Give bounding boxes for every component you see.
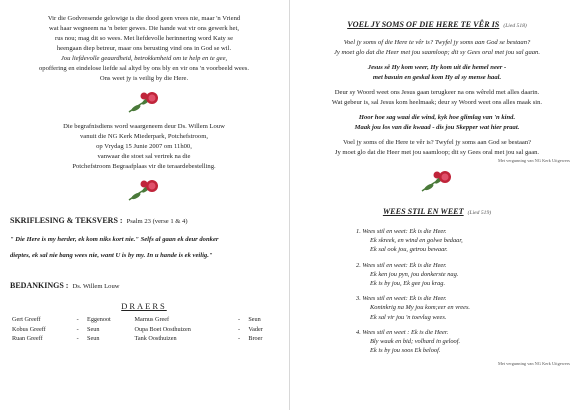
intro-line: wat haar wegneem na 'n beter gewes. Die hande wat vir ons gewerk het, [49, 25, 239, 32]
stanza-line: Ek sal vir jou 'n toevlug wees. [370, 313, 447, 321]
hymn-chorus-line: met basuin en geskal kom Hy al sy mense haal. [372, 74, 502, 81]
table-row [10, 334, 278, 344]
intro-line: heengaan diep betreur, maar ons berusting vind ons in God se wil. [56, 45, 232, 52]
bedankings-value: Ds. Willem Louw [72, 283, 120, 291]
skriflesing-ref: Psalm 23 (verse 1 & 4) [126, 218, 188, 225]
stanza-line: Ek ken jou pyn, jou donkerste nag. [370, 270, 459, 278]
funeral-line: vanwaar die stoet sal vertrek na die [97, 153, 191, 160]
hymn-line: Deur sy Woord weet ons Jesus gaan terugkeer na ons wêreld met alles daarin. [334, 89, 540, 96]
stanza-line: 1. Wees stil en weet: Ek is die Heer. [356, 228, 447, 235]
funeral-line: op Vrydag 15 Junie 2007 om 11h00, [96, 143, 192, 150]
draer-name: Marnus Greef [134, 316, 170, 324]
separator: - [237, 316, 241, 324]
draers-table [10, 315, 278, 344]
stanza [356, 227, 570, 255]
hymn-518 [304, 14, 570, 163]
right-page [290, 0, 580, 410]
separator: - [76, 325, 79, 333]
hymn-title: VOEL JY SOMS OF DIE HERE TE VÊR IS [347, 20, 500, 29]
draer-relation: Seun [248, 316, 261, 324]
separator: - [237, 335, 241, 343]
stanza-line: Bly waak en bid; volhard in geloof. [370, 338, 461, 346]
bedankings-section [10, 275, 278, 293]
hymn-chorus-line: Hoor hoe sag waai die wind, kyk hoe glimlag van 'n kind. [358, 114, 516, 121]
intro-line: rus nou; mag dit so wees. Met liefdevolle herinnering word Katy se [55, 35, 233, 42]
skriflesing-label: SKRIFLESING & TEKSVERS : [10, 216, 123, 225]
stanza-line: 2. Wees stil en weet: Ek is die Heer. [356, 261, 447, 269]
funeral-line: vanuit die NG Kerk Miederpark, Potchefstroom, [80, 133, 208, 140]
table-row [10, 315, 278, 325]
rose-icon [124, 90, 164, 116]
funeral-line: Die begrafnisdiens word waargeneem deur Ds. Willem Louw [63, 123, 225, 130]
hymn-ref: (Lied 518) [503, 23, 527, 29]
funeral-details [10, 122, 278, 172]
draer-relation: Seun [87, 335, 100, 343]
hymn-line: Jy moet glo dat die Heer met jou saamloop; dit sy Gees oral met jou sal gaan. [333, 49, 541, 56]
stanza [356, 328, 570, 356]
hymn-chorus-line: Jesus sê Hy kom weer, Hy kom uit die hemel neer - [367, 64, 507, 71]
hymn-line: Jy moet glo dat die Heer met jou saamloop; dit sy Gees oral met jou sal gaan. [334, 149, 540, 156]
draer-name: Kobus Greeff [12, 325, 46, 333]
funeral-line: Potchefstroom Begraafplaas vir die teraardebestelling. [72, 163, 216, 170]
intro-line: opoffering en eindelose liefde sal altyd by ons bly en vir ons 'n voorbeeld wees. [39, 65, 249, 72]
stanza-line: 4. Wees stil en weet : Ek is die Heer. [356, 328, 449, 336]
intro-text [10, 14, 278, 84]
stanza-line: Koninkrig na My jou kom;eer en vrees. [370, 304, 471, 312]
table-row [10, 325, 278, 335]
draer-relation: Vader [248, 325, 263, 333]
hymn-519 [304, 201, 570, 366]
draer-name: Ruan Greeff [12, 335, 43, 343]
copyright-credit: Met vergunning van NG Kerk Uitgewers [498, 361, 570, 367]
draer-name: Gert Greeff [12, 316, 41, 324]
teksvers-line: " Die Here is my herder, ek kom niks kort nie." Selfs al gaan ek deur donker [10, 235, 219, 243]
hymn-line: Wat gebeur is, sal Jesus kom heelmaak; deur sy Woord weet ons alles maak sin. [331, 99, 543, 106]
rose-icon [417, 169, 457, 195]
skriflesing-section [10, 210, 278, 261]
stanza [356, 261, 570, 289]
hymn-ref: (Lied 519) [467, 210, 492, 216]
hymn-chorus-line: Maak jou los van die kwaad - dis jou Skepper wat hier praat. [354, 124, 520, 131]
intro-line: Vir die Godvresende gelowige is die dood geen vrees nie, maar 'n Vriend [47, 15, 241, 22]
stanza [356, 294, 570, 322]
separator: - [76, 335, 79, 343]
teksvers-line: dieptes, ek sal nie bang wees nie, want U is by my. In u hande is ek veilig." [10, 252, 213, 260]
draer-relation: Seun [87, 325, 100, 333]
draer-relation: Eggenoot [87, 316, 111, 324]
rose-icon [124, 178, 164, 204]
hymn-line: Voel jy soms of die Here te vêr is? Twyfel jy soms aan God se bestaan? [342, 139, 532, 146]
stanza-line: 3. Wees stil en weet: Ek is die Heer. [356, 295, 447, 303]
stanza-line: Ek is by jou soos Ek beloof. [370, 347, 441, 355]
hymn-line: Voel jy soms of die Here te vêr is? Twyfel jy soms aan God se bestaan? [343, 39, 531, 46]
stanza-line: Ek is by jou, Ek gee jou krag. [370, 280, 446, 288]
stanza-line: Ek sal ook jou, getrou bewaar. [370, 246, 448, 254]
separator: - [76, 316, 79, 324]
intro-line: Jou liefdevolle geaardheid, betrokkenheid om te help en te gee, [60, 55, 228, 62]
stanza-line: Ek skreek, en wind en golwe bedaar, [370, 237, 463, 245]
intro-line: Ons weet jy is veilig by die Here. [99, 75, 189, 82]
copyright-credit: Met vergunning van NG Kerk Uitgewers [498, 158, 570, 163]
hymn-title: WEES STIL EN WEET [382, 207, 464, 216]
separator: - [237, 325, 241, 333]
bedankings-label: BEDANKINGS : [10, 281, 69, 291]
draer-name: Oupa Boet Oosthuizen [134, 325, 191, 333]
draer-relation: Broer [248, 335, 263, 343]
draers-title: DRAERS [121, 301, 167, 312]
draer-name: Tank Oosthuizen [134, 335, 177, 343]
